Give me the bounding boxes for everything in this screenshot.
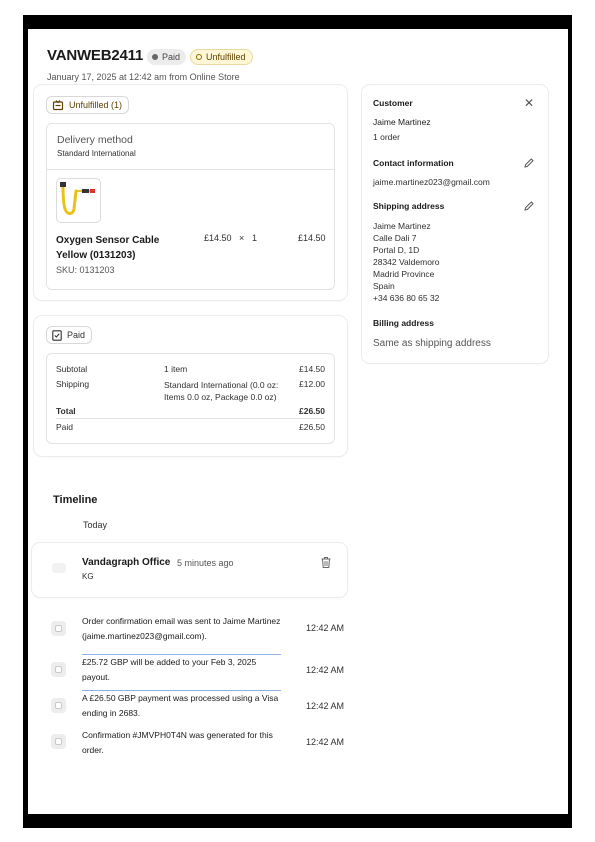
comment-time: 5 minutes ago	[177, 558, 234, 568]
total-label: Total	[56, 406, 76, 416]
timeline-comment-card	[32, 543, 347, 597]
timeline-event-text[interactable]: £25.72 GBP will be added to your Feb 3, 2025 payout.	[82, 657, 257, 682]
timeline-event-dot	[51, 734, 66, 749]
shipping-address-heading: Shipping address	[373, 201, 445, 211]
timeline-event-dot	[51, 662, 66, 677]
payment-status-badge	[147, 49, 186, 65]
customer-name[interactable]: Jaime Martinez	[373, 117, 431, 127]
timeline-event-time: 12:42 AM	[306, 665, 345, 675]
timeline-title: Timeline	[53, 494, 98, 506]
timeline-event-time: 12:42 AM	[306, 623, 345, 633]
fulfillment-status-label: Unfulfilled	[206, 52, 246, 62]
timeline-event-text: Confirmation #JMVPH0T4N was generated for this order.	[82, 730, 273, 755]
paid-status-pill	[46, 326, 92, 344]
paid-amount: £26.50	[299, 422, 325, 432]
divider	[47, 169, 334, 170]
shipping-label: Shipping	[56, 379, 90, 389]
address-line: Portal D, 1D	[373, 245, 420, 255]
status-ring-icon	[196, 54, 202, 60]
unfulfilled-status-pill	[46, 96, 129, 114]
payment-status-label: Paid	[162, 52, 181, 62]
timeline-day-label: Today	[83, 520, 108, 530]
package-icon	[52, 99, 64, 111]
multiply-sign: ×	[239, 233, 245, 243]
product-thumbnail[interactable]	[56, 178, 101, 223]
fulfillment-status-badge	[190, 49, 253, 65]
address-line: 28342 Valdemoro	[373, 257, 440, 267]
trash-icon[interactable]	[320, 556, 332, 569]
order-meta: January 17, 2025 at 12:42 am from Online Store	[47, 72, 240, 82]
customer-email[interactable]: jaime.martinez023@gmail.com	[373, 177, 490, 187]
timeline-event-time: 12:42 AM	[306, 701, 345, 711]
timeline-event-time: 12:42 AM	[306, 737, 345, 747]
product-sku: SKU: 0131203	[56, 265, 115, 275]
address-line: Spain	[373, 281, 395, 291]
address-line: Jaime Martinez	[373, 221, 431, 231]
paid-label: Paid	[56, 422, 74, 432]
status-dot-icon	[152, 54, 158, 60]
divider	[56, 418, 324, 419]
address-line: +34 636 80 65 32	[373, 293, 440, 303]
subtotal-label: Subtotal	[56, 364, 88, 374]
subtotal-amount: £14.50	[299, 364, 325, 374]
shipping-detail: Standard International (0.0 oz: Items 0.0 oz, Package 0.0 oz)	[164, 380, 279, 402]
customer-orders[interactable]: 1 order	[373, 132, 400, 142]
timeline-event-dot	[51, 698, 66, 713]
product-quantity: 1	[252, 233, 258, 243]
address-line: Calle Dali 7	[373, 233, 417, 243]
comment-author: Vandagraph Office	[82, 557, 171, 568]
contact-heading: Contact information	[373, 158, 454, 168]
edit-pencil-icon[interactable]	[523, 200, 535, 212]
product-unit-price: £14.50	[204, 233, 232, 243]
billing-address-heading: Billing address	[373, 318, 434, 328]
receipt-check-icon	[52, 330, 62, 341]
edit-pencil-icon[interactable]	[523, 157, 535, 169]
paid-status-label: Paid	[67, 330, 86, 340]
order-title: VANWEB2411	[47, 47, 144, 64]
close-icon[interactable]: ✕	[524, 96, 535, 110]
billing-address-value: Same as shipping address	[373, 338, 491, 349]
comment-initials: KG	[82, 572, 94, 581]
product-name[interactable]: Oxygen Sensor Cable Yellow (0131203)	[56, 235, 160, 261]
yellow-cable-image	[57, 179, 100, 222]
timeline-event-text: Order confirmation email was sent to Jaime Martinez (jaime.martinez023@gmail.com).	[82, 616, 281, 641]
total-amount: £26.50	[299, 406, 325, 416]
subtotal-detail: 1 item	[164, 364, 188, 374]
shipping-address	[373, 220, 439, 304]
product-line-total: £14.50	[298, 233, 326, 243]
address-line: Madrid Province	[373, 269, 435, 279]
shipping-amount: £12.00	[299, 379, 325, 389]
customer-heading: Customer	[373, 98, 413, 108]
comment-avatar	[52, 563, 66, 573]
delivery-method-title: Delivery method	[57, 134, 133, 146]
timeline-event-dot	[51, 621, 66, 636]
unfulfilled-status-label: Unfulfilled (1)	[69, 100, 123, 110]
timeline-event-text[interactable]: A £26.50 GBP payment was processed using a Visa ending in 2683.	[82, 693, 279, 718]
delivery-method-value: Standard International	[57, 149, 136, 158]
